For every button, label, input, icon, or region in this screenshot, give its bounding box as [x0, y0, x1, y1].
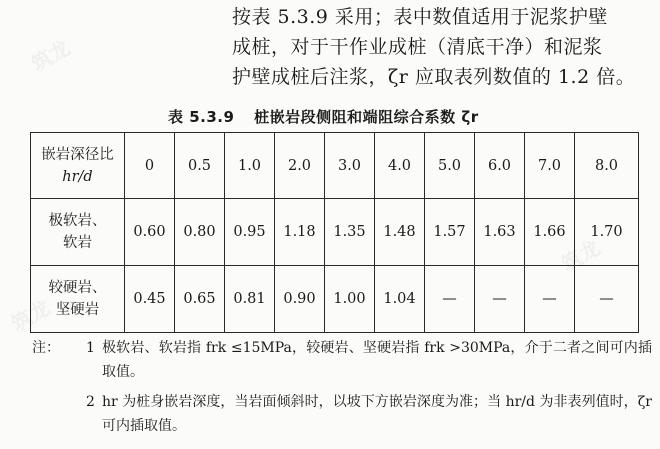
row-label-line2: 坚硬岩 [55, 302, 100, 318]
row-label-cell [31, 266, 125, 333]
table-caption [168, 106, 479, 127]
table-cell: 1.48 [375, 199, 425, 266]
table-title: 桩嵌岩段侧阻和端阻综合系数 ζr [254, 108, 479, 126]
table-row-soft-rock [31, 199, 639, 266]
intro-paragraph [232, 2, 656, 92]
table-cell: 1.57 [425, 199, 475, 266]
note-index: 2 [86, 394, 95, 410]
header-value: 4.0 [375, 133, 425, 199]
table-cell: 0.80 [175, 199, 225, 266]
table-cell: 1.18 [275, 199, 325, 266]
table-cell: — [425, 266, 475, 333]
notes-label: 注： [32, 340, 60, 356]
header-value: 7.0 [525, 133, 575, 199]
table-cell: 0.95 [225, 199, 275, 266]
intro-line: 按表 5.3.9 采用；表中数值适用于泥浆护壁 [232, 6, 608, 28]
table-cell: — [525, 266, 575, 333]
header-value: 3.0 [325, 133, 375, 199]
intro-line: 成桩，对于干作业成桩（清底干净）和泥浆 [232, 36, 603, 58]
header-value: 8.0 [575, 133, 639, 199]
table-cell: 0.65 [175, 266, 225, 333]
header-label-line2: hr/d [62, 168, 93, 185]
table-cell: — [475, 266, 525, 333]
row-label-line1: 极软岩、 [48, 213, 107, 229]
row-label-line1: 较硬岩、 [48, 280, 107, 296]
header-label-cell [31, 133, 125, 199]
header-value: 0 [125, 133, 175, 199]
table-cell: 1.70 [575, 199, 639, 266]
table-notes [32, 336, 652, 438]
table-row-hard-rock [31, 266, 639, 333]
table-cell: 1.66 [525, 199, 575, 266]
header-value: 1.0 [225, 133, 275, 199]
watermark: 筑龙 [557, 235, 605, 277]
watermark: 筑龙 [27, 35, 75, 77]
row-label-cell [31, 199, 125, 266]
note-text: hr 为桩身嵌岩深度，当岩面倾斜时，以坡下方嵌岩深度为准；当 hr/d 为非表列值时，ζr 可内插取值。 [102, 394, 652, 434]
header-label-line1: 嵌岩深径比 [41, 146, 114, 163]
table-cell: — [575, 266, 639, 333]
table-cell: 1.63 [475, 199, 525, 266]
header-row [31, 133, 639, 199]
watermark: 筑龙 [7, 295, 55, 337]
intro-line: 护壁成桩后注浆，ζr 应取表列数值的 1.2 倍。 [232, 66, 636, 88]
table-cell: 1.04 [375, 266, 425, 333]
header-value: 0.5 [175, 133, 225, 199]
table-cell: 0.81 [225, 266, 275, 333]
note-index: 1 [86, 340, 95, 356]
table-cell: 0.60 [125, 199, 175, 266]
row-label-line2: 软岩 [63, 235, 92, 251]
coefficient-table [30, 132, 639, 333]
table-cell: 1.00 [325, 266, 375, 333]
table-cell: 1.35 [325, 199, 375, 266]
table-cell: 0.45 [125, 266, 175, 333]
note-item [32, 390, 652, 438]
table-number: 表 5.3.9 [168, 108, 235, 126]
table-cell: 0.90 [275, 266, 325, 333]
header-value: 6.0 [475, 133, 525, 199]
header-value: 5.0 [425, 133, 475, 199]
note-item [32, 336, 652, 384]
header-value: 2.0 [275, 133, 325, 199]
note-text: 极软岩、软岩指 frk ≤15MPa，较硬岩、坚硬岩指 frk >30MPa，介于二者之间可内插取值。 [102, 340, 652, 380]
